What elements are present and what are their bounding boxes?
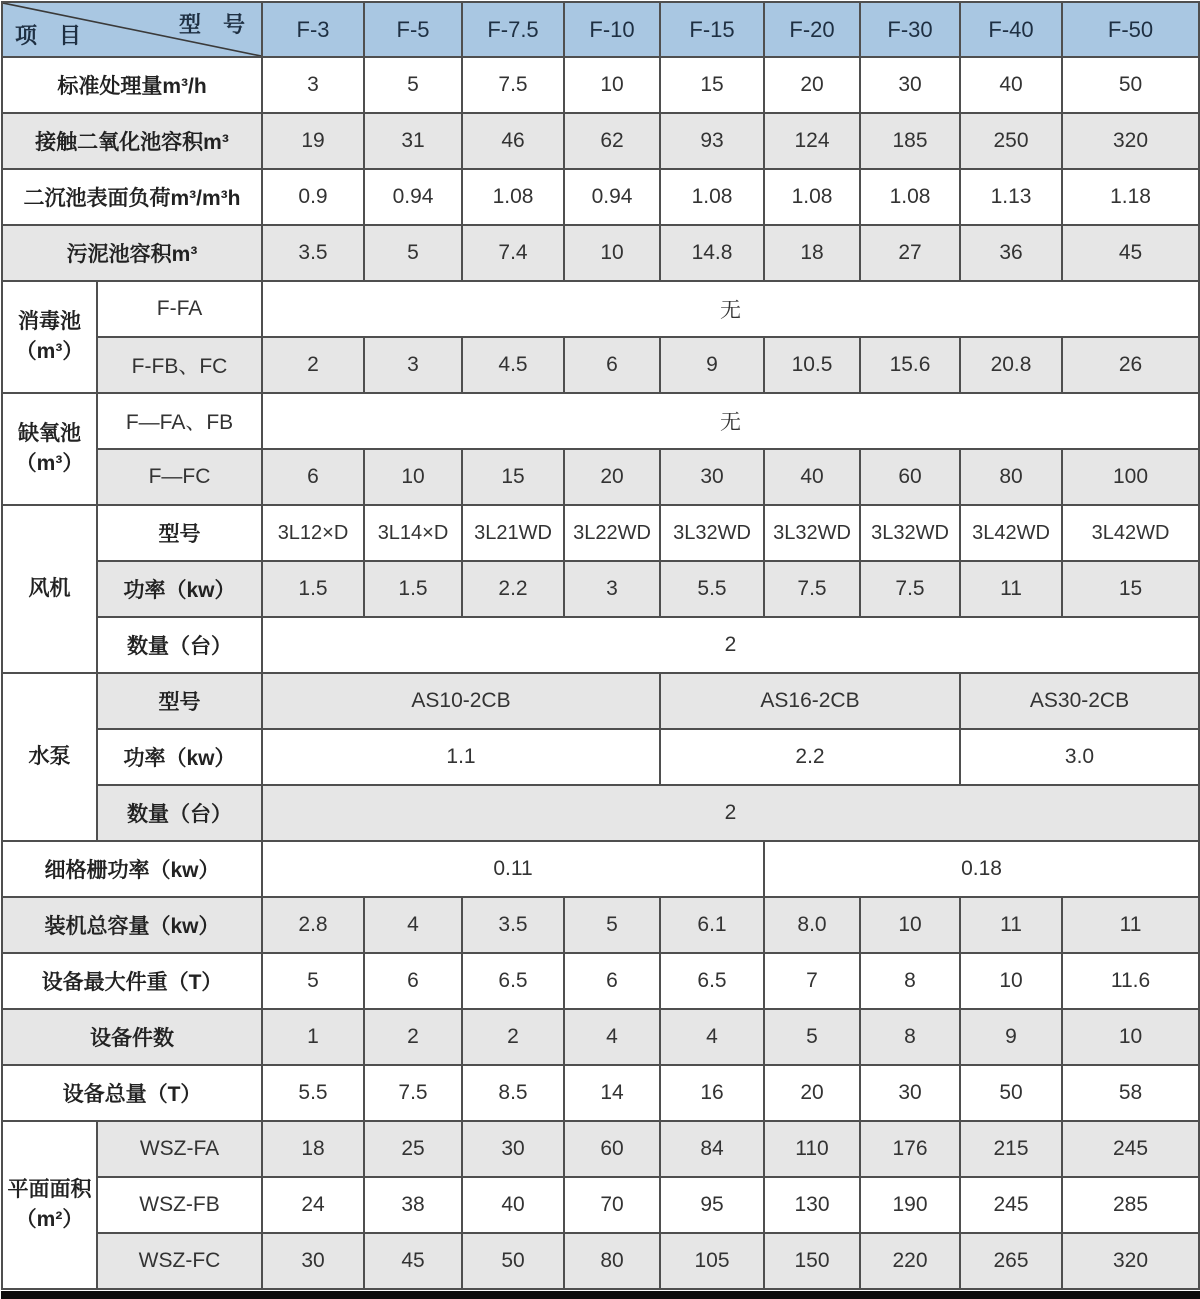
merged-cell: 1.1 [262,729,660,785]
cell: 9 [660,337,764,393]
cell: 30 [462,1121,564,1177]
cell: 25 [364,1121,462,1177]
cell: 20 [764,1065,860,1121]
table-row [2,561,1199,617]
row-label: 设备件数 [2,1009,262,1065]
cell: 16 [660,1065,764,1121]
merged-cell: 2 [262,617,1199,673]
cell: 4 [564,1009,660,1065]
cell: 9 [960,1009,1062,1065]
row-label: 装机总容量（kw） [2,897,262,953]
merged-cell: 3.0 [960,729,1199,785]
sub-label: WSZ-FC [97,1233,262,1289]
cell: 30 [660,449,764,505]
cell: 6.5 [462,953,564,1009]
cell: 27 [860,225,960,281]
cell: 3.5 [262,225,364,281]
sub-label: F—FC [97,449,262,505]
cell: 5 [764,1009,860,1065]
cell: 1.08 [860,169,960,225]
cell: 15 [462,449,564,505]
sub-label: 型号 [97,505,262,561]
cell: 3L22WD [564,505,660,561]
col-header: F-40 [960,2,1062,57]
cell: 1.08 [462,169,564,225]
cell: 245 [960,1177,1062,1233]
cell: 20.8 [960,337,1062,393]
cell: 10 [960,953,1062,1009]
cell: 5 [262,953,364,1009]
cell: 250 [960,113,1062,169]
col-header: F-30 [860,2,960,57]
cell: 3 [262,57,364,113]
sub-label: 型号 [97,673,262,729]
cell: 15 [1062,561,1199,617]
cell: 100 [1062,449,1199,505]
row-label: 设备总量（T） [2,1065,262,1121]
cell: 3L12×D [262,505,364,561]
table-row [2,449,1199,505]
sub-label: 功率（kw） [97,729,262,785]
sub-label: 数量（台） [97,617,262,673]
cell: 105 [660,1233,764,1289]
table-row [2,841,1199,897]
cell: 130 [764,1177,860,1233]
group-label-disinfect [2,281,97,393]
group-label-line2: （m³） [15,340,84,363]
cell: 50 [1062,57,1199,113]
table-row [2,1177,1199,1233]
col-header: F-3 [262,2,364,57]
bottom-border-bar [1,1291,1200,1299]
group-label-line1: 平面面积 [7,1177,92,1201]
cell: 10.5 [764,337,860,393]
cell: 265 [960,1233,1062,1289]
cell: 6.5 [660,953,764,1009]
cell: 1.18 [1062,169,1199,225]
cell: 50 [462,1233,564,1289]
row-label: 标准处理量m³/h [2,57,262,113]
spec-table [1,1,1200,1290]
sub-label: F-FA [97,281,262,337]
cell: 7 [764,953,860,1009]
table-row [2,673,1199,729]
cell: 80 [564,1233,660,1289]
group-label-line1: 缺氧池 [18,421,81,445]
cell: 4 [660,1009,764,1065]
cell: 1.08 [764,169,860,225]
group-label-line2: （m³） [15,452,84,475]
cell: 5 [564,897,660,953]
cell: 6 [262,449,364,505]
cell: 3L21WD [462,505,564,561]
cell: 1.13 [960,169,1062,225]
table-row [2,505,1199,561]
cell: 3L14×D [364,505,462,561]
row-label: 污泥池容积m³ [2,225,262,281]
cell: 8.0 [764,897,860,953]
table-row [2,113,1199,169]
cell: 5 [364,57,462,113]
row-label: 接触二氧化池容积m³ [2,113,262,169]
cell: 215 [960,1121,1062,1177]
cell: 3L42WD [960,505,1062,561]
cell: 5.5 [262,1065,364,1121]
table-row [2,169,1199,225]
merged-cell: AS16-2CB [660,673,960,729]
cell: 84 [660,1121,764,1177]
table-row [2,57,1199,113]
col-header: F-15 [660,2,764,57]
cell: 0.9 [262,169,364,225]
table-row [2,1233,1199,1289]
cell: 62 [564,113,660,169]
merged-cell: 2.2 [660,729,960,785]
sub-label: 功率（kw） [97,561,262,617]
group-label-pump: 水泵 [2,673,97,841]
cell: 2 [364,1009,462,1065]
cell: 10 [1062,1009,1199,1065]
cell: 2 [262,337,364,393]
col-header: F-5 [364,2,462,57]
sub-label: F—FA、FB [97,393,262,449]
cell: 6.1 [660,897,764,953]
cell: 1.5 [262,561,364,617]
cell: 7.5 [462,57,564,113]
table-row [2,1065,1199,1121]
table-row [2,393,1199,449]
cell: 20 [764,57,860,113]
table-row [2,225,1199,281]
cell: 45 [1062,225,1199,281]
merged-cell: 无 [262,393,1199,449]
cell: 14.8 [660,225,764,281]
cell: 176 [860,1121,960,1177]
cell: 7.4 [462,225,564,281]
cell: 5 [364,225,462,281]
cell: 11 [960,561,1062,617]
table-row [2,785,1199,841]
cell: 80 [960,449,1062,505]
cell: 30 [860,57,960,113]
row-label: 细格栅功率（kw） [2,841,262,897]
cell: 10 [564,225,660,281]
merged-cell: 0.11 [262,841,764,897]
table-row [2,617,1199,673]
sub-label: F-FB、FC [97,337,262,393]
cell: 40 [960,57,1062,113]
cell: 38 [364,1177,462,1233]
cell: 8 [860,1009,960,1065]
cell: 70 [564,1177,660,1233]
cell: 18 [764,225,860,281]
col-header: F-20 [764,2,860,57]
sub-label: WSZ-FA [97,1121,262,1177]
cell: 7.5 [364,1065,462,1121]
cell: 11 [1062,897,1199,953]
cell: 4 [364,897,462,953]
header-row [2,2,1199,57]
cell: 15.6 [860,337,960,393]
cell: 6 [564,337,660,393]
corner-cell [2,2,262,57]
cell: 31 [364,113,462,169]
cell: 320 [1062,1233,1199,1289]
cell: 20 [564,449,660,505]
cell: 93 [660,113,764,169]
group-label-anoxic [2,393,97,505]
cell: 8 [860,953,960,1009]
cell: 30 [860,1065,960,1121]
cell: 3.5 [462,897,564,953]
cell: 10 [364,449,462,505]
cell: 11 [960,897,1062,953]
cell: 0.94 [364,169,462,225]
cell: 110 [764,1121,860,1177]
cell: 7.5 [860,561,960,617]
cell: 3L32WD [660,505,764,561]
cell: 0.94 [564,169,660,225]
cell: 1.5 [364,561,462,617]
table-row [2,897,1199,953]
merged-cell: AS10-2CB [262,673,660,729]
table-row [2,337,1199,393]
table-row [2,953,1199,1009]
cell: 4.5 [462,337,564,393]
corner-model-label: 型 号 [178,12,245,37]
cell: 2.8 [262,897,364,953]
row-label: 设备最大件重（T） [2,953,262,1009]
cell: 285 [1062,1177,1199,1233]
cell: 245 [1062,1121,1199,1177]
cell: 60 [860,449,960,505]
col-header: F-7.5 [462,2,564,57]
cell: 150 [764,1233,860,1289]
cell: 19 [262,113,364,169]
cell: 3 [364,337,462,393]
cell: 3L32WD [764,505,860,561]
sub-label: 数量（台） [97,785,262,841]
cell: 95 [660,1177,764,1233]
cell: 2 [462,1009,564,1065]
cell: 2.2 [462,561,564,617]
merged-cell: 2 [262,785,1199,841]
cell: 3L32WD [860,505,960,561]
cell: 5.5 [660,561,764,617]
cell: 58 [1062,1065,1199,1121]
merged-cell: 0.18 [764,841,1199,897]
table-row [2,729,1199,785]
cell: 3 [564,561,660,617]
cell: 124 [764,113,860,169]
group-label-area [2,1121,97,1289]
table-row [2,1121,1199,1177]
cell: 1 [262,1009,364,1065]
group-label-fan: 风机 [2,505,97,673]
cell: 11.6 [1062,953,1199,1009]
cell: 50 [960,1065,1062,1121]
cell: 26 [1062,337,1199,393]
merged-cell: AS30-2CB [960,673,1199,729]
group-label-line1: 消毒池 [18,309,81,333]
cell: 10 [564,57,660,113]
group-label-line2: （m²） [15,1208,84,1231]
cell: 190 [860,1177,960,1233]
cell: 14 [564,1065,660,1121]
cell: 7.5 [764,561,860,617]
cell: 46 [462,113,564,169]
row-label: 二沉池表面负荷m³/m³h [2,169,262,225]
cell: 30 [262,1233,364,1289]
cell: 6 [564,953,660,1009]
cell: 6 [364,953,462,1009]
cell: 8.5 [462,1065,564,1121]
table-row [2,281,1199,337]
merged-cell: 无 [262,281,1199,337]
cell: 185 [860,113,960,169]
corner-item-label: 项 目 [15,23,82,48]
cell: 45 [364,1233,462,1289]
cell: 10 [860,897,960,953]
cell: 24 [262,1177,364,1233]
cell: 15 [660,57,764,113]
cell: 18 [262,1121,364,1177]
cell: 40 [462,1177,564,1233]
cell: 320 [1062,113,1199,169]
cell: 36 [960,225,1062,281]
cell: 220 [860,1233,960,1289]
cell: 1.08 [660,169,764,225]
sub-label: WSZ-FB [97,1177,262,1233]
col-header: F-10 [564,2,660,57]
table-row [2,1009,1199,1065]
cell: 60 [564,1121,660,1177]
cell: 40 [764,449,860,505]
col-header: F-50 [1062,2,1199,57]
cell: 3L42WD [1062,505,1199,561]
